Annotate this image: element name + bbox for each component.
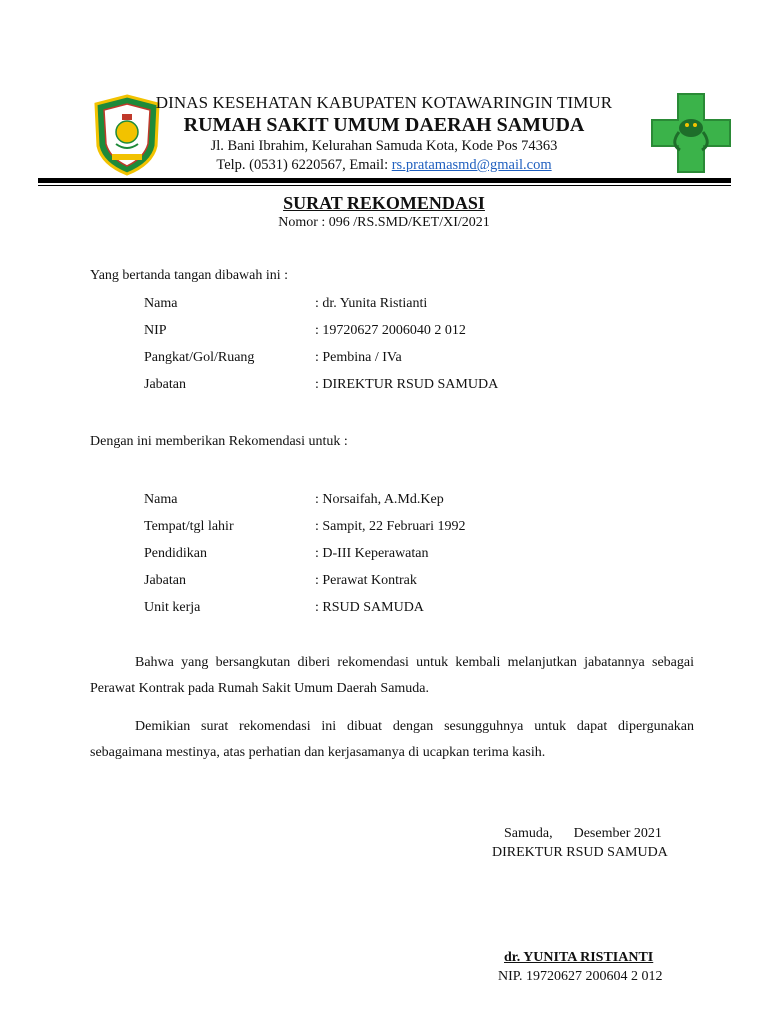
- signer-value: : dr. Yunita Ristianti: [315, 296, 428, 311]
- signer-value: : Pembina / IVa: [315, 350, 402, 365]
- signer-value: : 19720627 2006040 2 012: [315, 323, 466, 338]
- letterhead-address: Jl. Bani Ibrahim, Kelurahan Samuda Kota, Kode Pos 74363: [210, 138, 558, 154]
- recommend-intro: Dengan ini memberikan Rekomendasi untuk :: [90, 434, 348, 449]
- signer-label: Nama: [144, 296, 178, 311]
- subject-label: Jabatan: [144, 573, 186, 588]
- header-divider-thin: [38, 185, 731, 186]
- email-link[interactable]: rs.pratamasmd@gmail.com: [391, 157, 552, 173]
- subject-label: Nama: [144, 492, 178, 507]
- subject-label: Tempat/tgl lahir: [144, 519, 234, 534]
- subject-value: : Norsaifah, A.Md.Kep: [315, 492, 444, 507]
- subject-value: : D-III Keperawatan: [315, 546, 429, 561]
- subject-value: : RSUD SAMUDA: [315, 600, 424, 615]
- subject-label: Unit kerja: [144, 600, 201, 615]
- document-title: SURAT REKOMENDASI: [283, 193, 485, 213]
- header-divider: [38, 178, 731, 183]
- signature-position: DIREKTUR RSUD SAMUDA: [492, 845, 668, 860]
- subject-value: : Perawat Kontrak: [315, 573, 417, 588]
- signer-label: NIP: [144, 323, 167, 338]
- letterhead-phone: Telp. (0531) 6220567, Email:: [216, 157, 392, 173]
- letterhead-contact: [0, 157, 768, 174]
- document-number: Nomor : 096 /RS.SMD/KET/XI/2021: [278, 215, 490, 230]
- letterhead-agency: DINAS KESEHATAN KABUPATEN KOTAWARINGIN TIMUR: [155, 93, 613, 112]
- intro-text: Yang bertanda tangan dibawah ini :: [90, 268, 289, 283]
- body-paragraph: [90, 650, 694, 702]
- paragraph-text: Demikian surat rekomendasi ini dibuat dengan sesungguhnya untuk dapat dipergunakan sebagaimana mestinya, atas perhatian dan kerjasamanya di ucapkan terima kasih.: [90, 719, 694, 760]
- paragraph-text: Bahwa yang bersangkutan diberi rekomendasi untuk kembali melanjutkan jabatannya sebagai Perawat Kontrak pada Rumah Sakit Umum Daerah Samuda.: [90, 655, 694, 696]
- signature-name: dr. YUNITA RISTIANTI: [504, 950, 654, 965]
- signer-label: Jabatan: [144, 377, 186, 392]
- signer-label: Pangkat/Gol/Ruang: [144, 350, 255, 365]
- letterhead-hospital: RUMAH SAKIT UMUM DAERAH SAMUDA: [183, 114, 585, 136]
- signer-value: : DIREKTUR RSUD SAMUDA: [315, 377, 499, 392]
- subject-label: Pendidikan: [144, 546, 207, 561]
- signature-place-date: Samuda, Desember 2021: [504, 826, 662, 841]
- subject-value: : Sampit, 22 Februari 1992: [315, 519, 466, 534]
- body-paragraph: [90, 714, 694, 766]
- signature-nip: NIP. 19720627 200604 2 012: [498, 969, 663, 984]
